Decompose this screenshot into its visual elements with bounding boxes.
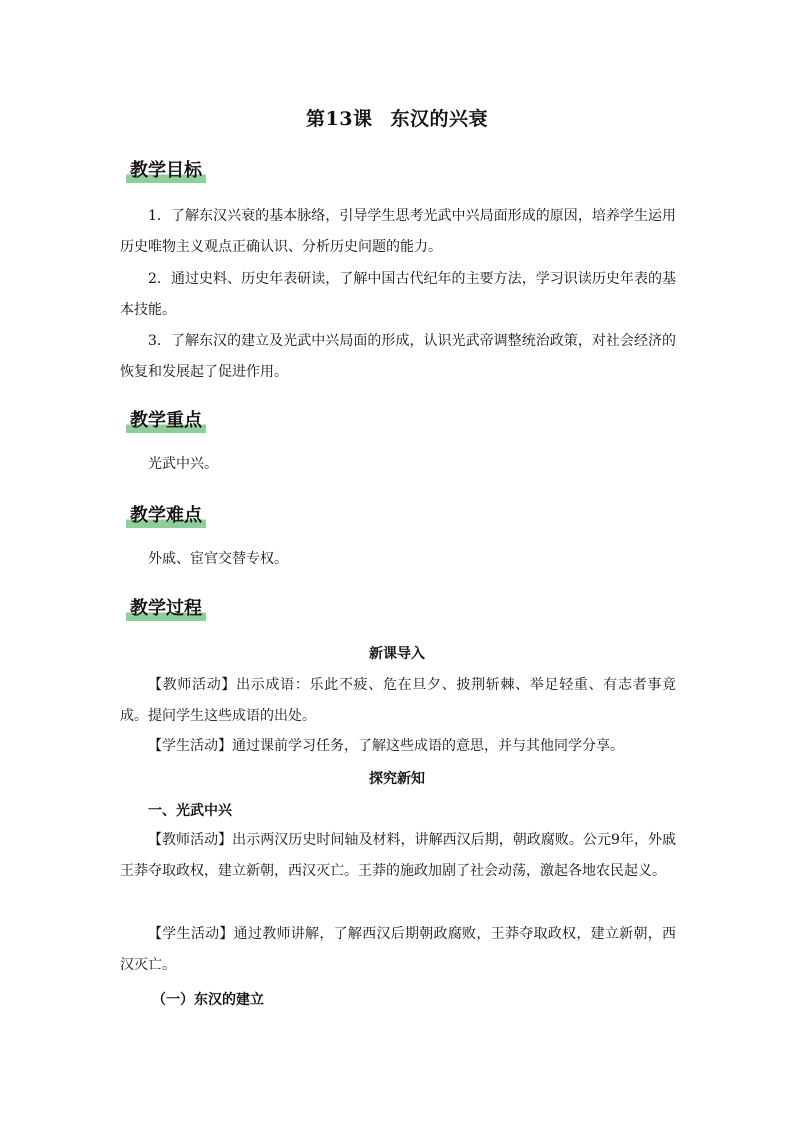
part1-heading: 一、光武中兴	[148, 803, 232, 819]
goal-item-1: 1．了解东汉兴衰的基本脉络，引导学生思考光武中兴局面形成的原因，培养学生运用历史唯物主义观点正确认识、分析历史问题的能力。	[120, 208, 676, 255]
page-title	[0, 104, 794, 131]
difficult-points-text: 外戚、宦官交替专权。	[148, 551, 288, 567]
part1-student-activity: 【学生活动】通过教师讲解，了解西汉后期朝政腐败，王莽夺取政权，建立新朝，西汉灭亡。	[120, 926, 676, 973]
section-heading-key-points: 教学重点	[126, 410, 206, 433]
lesson-name: 东汉的兴衰	[390, 108, 488, 130]
intro-student-activity: 【学生活动】通过课前学习任务，了解这些成语的意思，并与其他同学分享。	[148, 738, 624, 754]
sub1-heading: （一）东汉的建立	[152, 992, 264, 1008]
section-heading-goals: 教学目标	[126, 160, 206, 183]
explore-heading: 探究新知	[369, 771, 425, 787]
lesson-number: 第13课	[306, 108, 373, 130]
key-points-text: 光武中兴。	[148, 456, 218, 472]
goal-item-2: 2．通过史料、历史年表研读，了解中国古代纪年的主要方法，学习识读历史年表的基本技能。	[120, 271, 676, 318]
part1-teacher-activity: 【教师活动】出示两汉历史时间轴及材料，讲解西汉后期，朝政腐败。公元9年，外戚王莽夺取政权，建立新朝，西汉灭亡。王莽的施政加剧了社会动荡，激起各地农民起义。	[120, 832, 676, 879]
section-heading-process: 教学过程	[126, 598, 206, 621]
intro-heading: 新课导入	[369, 646, 425, 662]
goal-item-3: 3．了解东汉的建立及光武中兴局面的形成，认识光武帝调整统治政策，对社会经济的恢复和发展起了促进作用。	[120, 333, 676, 380]
intro-teacher-activity: 【教师活动】出示成语：乐此不疲、危在旦夕、披荆斩棘、举足轻重、有志者事竟成。提问学生这些成语的出处。	[120, 677, 676, 724]
section-heading-difficult-points: 教学难点	[126, 505, 206, 528]
